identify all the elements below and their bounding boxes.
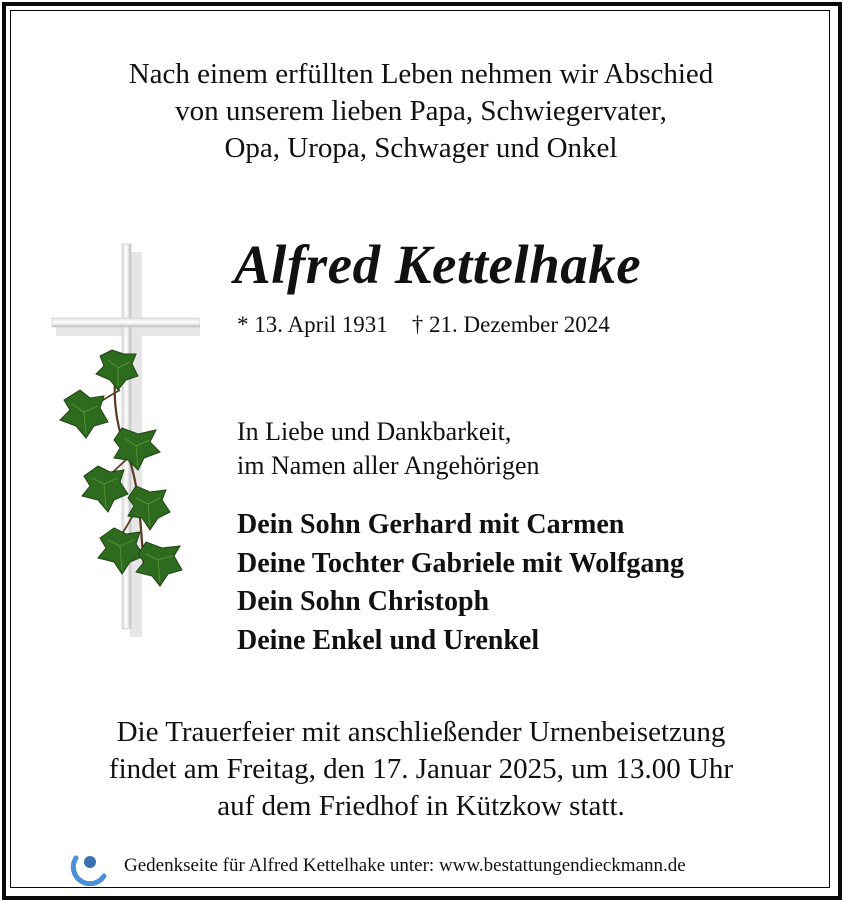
mourners-list: [237, 506, 684, 660]
funeral-notice: [0, 714, 842, 825]
closing-line: In Liebe und Dankbarkeit,: [237, 417, 512, 446]
cross-horizontal-beam: [52, 318, 200, 327]
deceased-name: Alfred Kettelhake: [234, 234, 642, 295]
ivy-leaf: [82, 466, 128, 512]
birth-date: * 13. April 1931: [237, 312, 388, 337]
memorial-footer: [70, 846, 686, 886]
ivy-leaves: [60, 350, 182, 586]
closing-line: im Namen aller Angehörigen: [237, 451, 540, 480]
funeral-line: Die Trauerfeier mit anschließender Urnenbeisetzung: [116, 716, 726, 748]
mourner-entry: Deine Tochter Gabriele mit Wolfgang: [237, 547, 684, 579]
funeral-line: findet am Freitag, den 17. Januar 2025, um 13.00 Uhr: [108, 753, 734, 785]
intro-line: Opa, Uropa, Schwager und Onkel: [224, 132, 618, 164]
intro-text: [0, 56, 842, 167]
intro-line: von unserem lieben Papa, Schwiegervater,: [175, 95, 667, 127]
mourner-entry: Deine Enkel und Urenkel: [237, 624, 540, 656]
mourner-entry: Dein Sohn Christoph: [237, 586, 490, 617]
memorial-logo-icon: [70, 846, 110, 886]
mourner-entry: Dein Sohn Gerhard mit Carmen: [237, 509, 625, 540]
life-dates: [237, 310, 610, 340]
funeral-line: auf dem Friedhof in Kützkow statt.: [217, 790, 625, 822]
memorial-page-link[interactable]: Gedenkseite für Alfred Kettelhake unter: www.bestattungendieckmann.de: [124, 855, 686, 876]
cross-with-ivy-icon: [40, 240, 200, 640]
death-date: † 21. Dezember 2024: [411, 312, 610, 337]
intro-line: Nach einem erfüllten Leben nehmen wir Abschied: [128, 58, 714, 90]
ivy-leaf: [136, 542, 182, 586]
closing-text: [237, 415, 540, 483]
